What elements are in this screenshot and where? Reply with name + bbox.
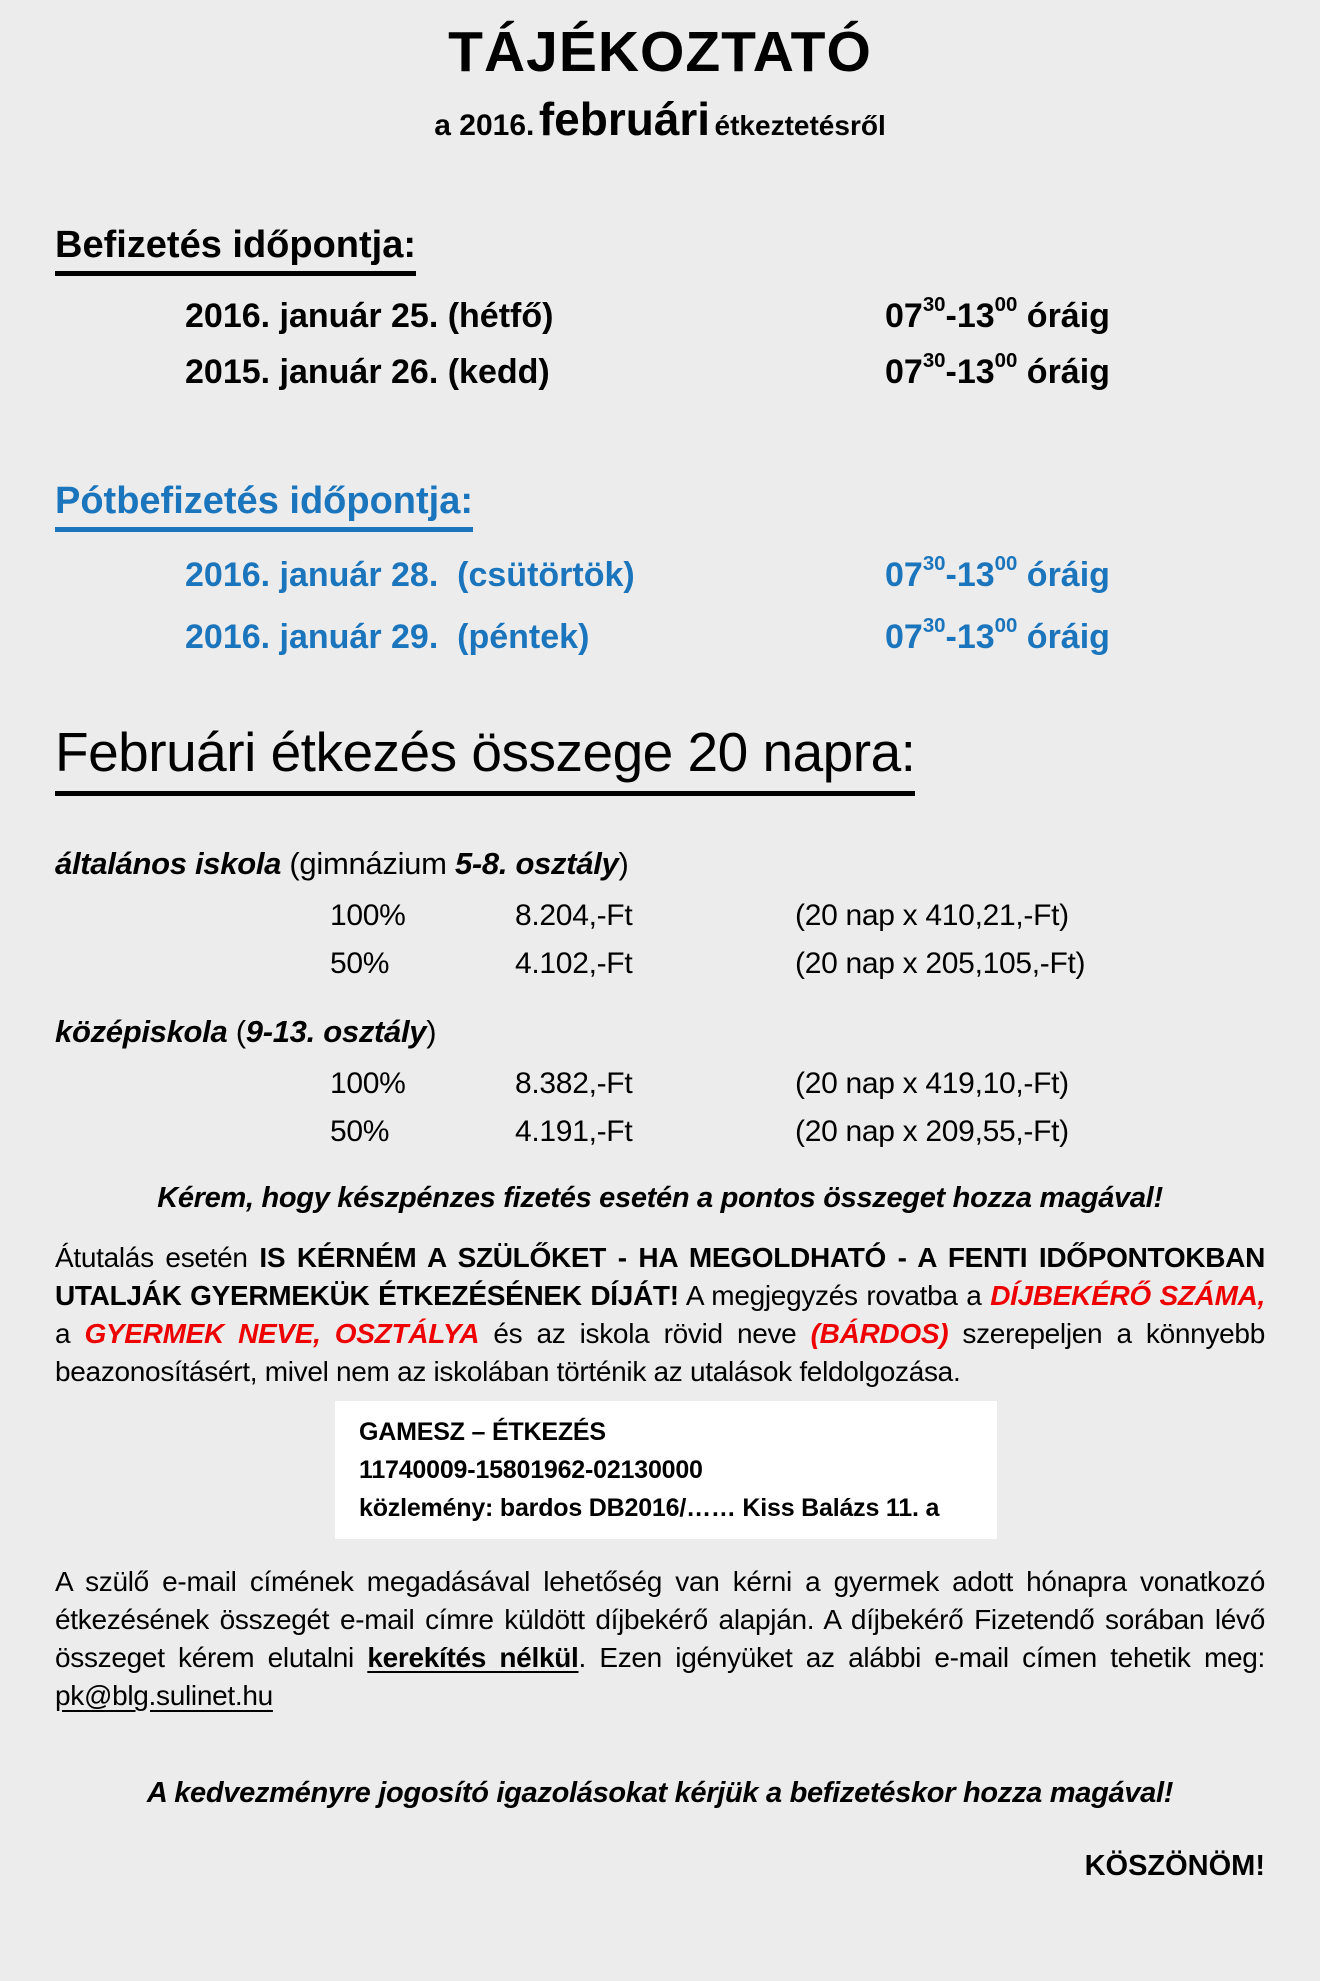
fee-row [55,1060,1265,1108]
child-name-highlight: GYERMEK NEVE, OSZTÁLYA [84,1318,480,1350]
text-run-bold: IS KÉRNÉM A SZÜLŐKET - HA MEGOLDHATÓ - A FENTI IDŐPONTOKBAN UTALJÁK GYERMEKÜK ÉTKEZÉSÉNEK DÍJÁT! [55,1242,1265,1312]
text-run: szerepeljen a könnyebb beazonosításért, mivel nem az iskolában történik az utalások feldolgozása. [55,1318,1265,1388]
fee-percent: 50% [330,1115,390,1149]
fee-percent: 100% [330,899,406,933]
fee-amount: 4.102,-Ft [515,947,633,981]
surcharge-time: $07^{30}-13^{00}$ óráig [885,615,1110,656]
fee-percent: 100% [330,1067,406,1101]
surcharge-date: 2016. január 29. (péntek) [185,617,590,656]
bank-info-box [335,1401,997,1539]
surcharge-rows [55,544,1265,668]
bank-remark-line: közlemény: bardos DB2016/…… Kiss Balázs 11. a [359,1494,940,1523]
page-title: TÁJÉKOZTATÓ [448,20,872,84]
transfer-paragraph [55,1239,1265,1391]
surcharge-date: 2016. január 28. (csütörtök) [185,555,635,594]
text-run: A megjegyzés rovatba a [678,1280,991,1312]
fee-detail: (20 nap x 419,10,-Ft) [795,1067,1069,1101]
fee-row [55,892,1265,940]
payment-heading: Befizetés időpontja: [55,224,1265,276]
email-link[interactable]: pk@blg.sulinet.hu [55,1680,273,1712]
fee-amount: 8.382,-Ft [515,1067,633,1101]
payment-row [55,288,1265,344]
payment-date: 2015. január 26. (kedd) [185,352,550,391]
fee-group-label-primary: általános iskola (gimnázium 5-8. osztály) [55,846,629,882]
invoice-number-highlight: DÍJBEKÉRŐ SZÁMA, [990,1280,1266,1312]
fee-row [55,1108,1265,1156]
subtitle-prefix: a 2016. [434,108,535,142]
subtitle-month: februári [538,92,711,145]
fee-rows-primary [55,892,1265,988]
text-run: . Ezen igényüket az alábbi e-mail címen tehetik meg: [578,1642,1265,1674]
text-run: Átutalás esetén [55,1242,260,1274]
fee-amount: 8.204,-Ft [515,899,633,933]
no-rounding-highlight: kerekítés nélkül [367,1642,579,1674]
bank-account-number: 11740009-15801962-02130000 [359,1456,703,1485]
fees-heading: Februári étkezés összege 20 napra: [55,720,1265,796]
surcharge-row [55,544,1265,606]
text-run: a [55,1318,85,1350]
payment-date: 2016. január 25. (hétfő) [185,296,554,335]
email-paragraph [55,1563,1265,1715]
payment-time: $07^{30}-13^{00}$ óráig [885,294,1110,335]
payment-row [55,344,1265,400]
bank-account-name: GAMESZ – ÉTKEZÉS [359,1418,606,1447]
fee-detail: (20 nap x 205,105,-Ft) [795,947,1086,981]
fee-detail: (20 nap x 410,21,-Ft) [795,899,1069,933]
text-run: és az iskola rövid neve [479,1318,811,1350]
fee-row [55,940,1265,988]
school-name-highlight: (BÁRDOS) [810,1318,949,1350]
surcharge-row [55,606,1265,668]
text-run: A szülő e-mail címének megadásával lehetőség van kérni a gyermek adott hónapra vonatkozó étkezésének összegét e-mail címre küldött díjbekérő alapján. A díjbekérő Fizetendő sorában lévő összeget kérem elutalni [55,1566,1265,1674]
page-subtitle [55,94,1265,145]
surcharge-heading: Pótbefizetés időpontja: [55,480,1265,532]
fee-detail: (20 nap x 209,55,-Ft) [795,1115,1069,1149]
fee-amount: 4.191,-Ft [515,1115,633,1149]
fee-percent: 50% [330,947,390,981]
payment-rows [55,288,1265,400]
thanks-note: KÖSZÖNÖM! [1084,1850,1265,1883]
discount-note: A kedvezményre jogosító igazolásokat kérjük a befizetéskor hozza magával! [146,1777,1174,1810]
subtitle-suffix: étkeztetésről [714,109,886,141]
payment-time: $07^{30}-13^{00}$ óráig [885,350,1110,391]
cash-payment-note: Kérem, hogy készpénzes fizetés esetén a pontos összeget hozza magával! [157,1182,1163,1215]
fee-group-label-secondary: középiskola (9-13. osztály) [55,1014,437,1050]
fee-rows-secondary [55,1060,1265,1156]
surcharge-time: $07^{30}-13^{00}$ óráig [885,553,1110,594]
